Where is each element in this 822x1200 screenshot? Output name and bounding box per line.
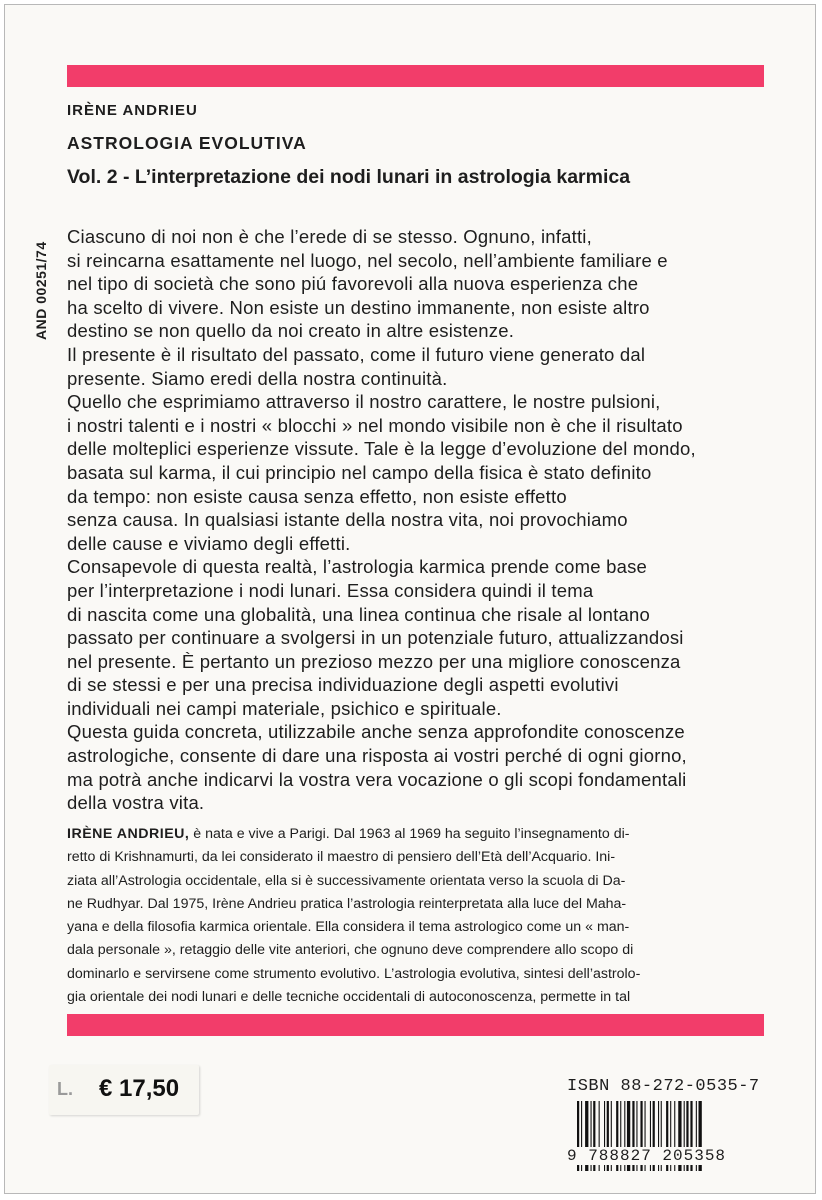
bottom-accent-bar [67,1014,764,1036]
price-sticker [49,1065,199,1115]
blurb-line: presente. Siamo eredi della nostra continuità. [67,367,448,389]
bio-line: gia orientale dei nodi lunari e delle tecniche occidentali di autoconoscenza, permette in tal [67,989,631,1006]
blurb-line: destino se non quello da noi creato in altre esistenze. [67,320,515,342]
blurb-line: ha scelto di vivere. Non esiste un destino immanente, non esiste altro [67,296,650,318]
blurb-line: della vostra vita. [67,792,205,814]
old-price-label: L. [57,1079,73,1099]
price-value: € 17,50 [99,1075,180,1102]
bio-line: retto di Krishnamurti, da lei considerato il maestro di pensiero dell’Età dell’Acquario. Ini- [67,849,616,866]
blurb-line: Quello che esprimiamo attraverso il nostro carattere, le nostre pulsioni, [67,391,661,413]
blurb-line: Questa guida concreta, utilizzabile anche senza approfondite conoscenze [67,721,685,743]
blurb-line: Consapevole di questa realtà, l’astrologia karmica prende come base [67,556,648,578]
isbn-label: ISBN 88-272-0535-7 [567,1077,760,1096]
blurb-line: per l’interpretazione i nodi lunari. Essa considera quindi il tema [67,579,594,601]
author-bio [67,823,767,1033]
volume-title: Vol. 2 - L’interpretazione dei nodi lunari in astrologia karmica [67,166,631,188]
blurb-line: nel tipo di società che sono piú favorevoli alla nuova esperienza che [67,273,639,295]
blurb-line: Ciascuno di noi non è che l’erede di se stesso. Ognuno, infatti, [67,226,592,247]
author-name: IRÈNE ANDRIEU [67,102,198,119]
blurb-line: senza causa. In qualsiasi istante della nostra vita, noi provochiamo [67,509,628,531]
bio-author-name: IRÈNE ANDRIEU, [67,826,190,842]
bio-line: dala personale », retaggio delle vite anteriori, che ognuno deve comprendere allo scopo di [67,942,634,959]
blurb-line: da tempo: non esiste causa senza effetto, non esiste effetto [67,485,567,507]
book-back-cover [4,4,816,1194]
bio-line: ziata all’Astrologia occidentale, ella si è successivamente orientata verso la scuola di Da- [67,872,626,889]
bio-line [67,823,767,846]
bio-line: dominarlo e servirsene come strumento evolutivo. L’astrologia evolutiva, sintesi dell’astrolo- [67,965,641,982]
blurb-line: Il presente è il risultato del passato, come il futuro viene generato dal [67,343,646,365]
blurb-line: astrologiche, consente di dare una risposta ai vostri perché di ogni giorno, [67,745,687,767]
bio-line: ne Rudhyar. Dal 1975, Irène Andrieu pratica l’astrologia reinterpretata alla luce del Maha- [67,895,627,912]
bio-line: yana e della filosofia karmica orientale. Ella considera il tema astrologico come un « man- [67,919,630,936]
blurb-line: basata sul karma, il cui principio nel campo della fisica è stato definito [67,461,652,483]
blurb-line: di se stessi e per una precisa individuazione degli aspetti evolutivi [67,674,619,696]
catalog-code: AND 00251/74 [33,241,49,340]
blurb-line: di nascita come una globalità, una linea continua che risale al lontano [67,603,650,625]
series-title: ASTROLOGIA EVOLUTIVA [67,133,307,153]
blurb-line: delle cause e viviamo degli effetti. [67,532,351,554]
blurb-line: i nostri talenti e i nostri « blocchi » nel mondo visibile non è che il risultato [67,414,683,436]
blurb-line: nel presente. È pertanto un prezioso mezzo per una migliore conoscenza [67,650,681,672]
blurb-line: ma potrà anche indicarvi la vostra vera vocazione o gli scopi fondamentali [67,768,687,790]
blurb-line: passato per continuare a svolgersi in un potenziale futuro, attualizzandosi [67,627,684,649]
blurb-text [67,225,767,815]
blurb-line: si reincarna esattamente nel luogo, nel secolo, nell’ambiente familiare e [67,249,668,271]
top-accent-bar [67,65,764,87]
bio-line-text: è nata e vive a Parigi. Dal 1963 al 1969 ha seguito l’insegnamento di- [189,826,630,842]
barcode-number: 9 788827 205358 [567,1147,727,1165]
blurb-line: delle molteplici esperienze vissute. Tale è la legge d’evoluzione del mondo, [67,438,696,460]
blurb-line: individuali nei campi materiale, psichico e spirituale. [67,697,502,719]
